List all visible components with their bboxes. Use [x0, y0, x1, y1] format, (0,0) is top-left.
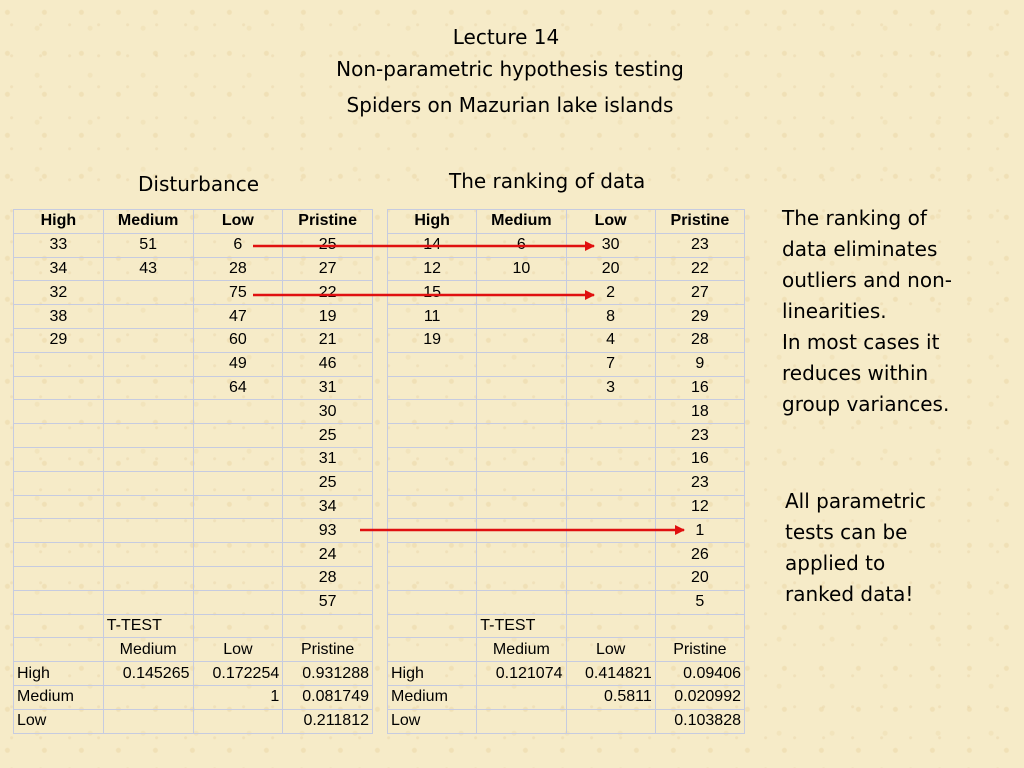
table-cell	[193, 614, 283, 638]
column-header: Medium	[103, 210, 193, 234]
table-row	[14, 281, 373, 305]
note-line: applied to	[785, 551, 886, 575]
p-value-cell	[477, 685, 566, 709]
table-cell	[388, 543, 477, 567]
table-cell: 7	[566, 352, 655, 376]
table-cell	[388, 471, 477, 495]
p-value-cell	[103, 709, 193, 733]
lecture-number: Lecture 14	[452, 25, 560, 49]
table-cell	[477, 471, 566, 495]
note-line: All parametric	[785, 489, 926, 513]
ttest-row-label: Medium	[388, 685, 477, 709]
table-cell: 1	[655, 519, 744, 543]
table-row	[14, 590, 373, 614]
table-row	[388, 257, 745, 281]
ttest-column-header: Low	[193, 638, 283, 662]
table-cell	[477, 400, 566, 424]
table-row	[14, 328, 373, 352]
ttest-row-label: High	[14, 662, 104, 686]
table-cell: 28	[193, 257, 283, 281]
table-cell: 43	[103, 257, 193, 281]
p-value-cell: 0.172254	[193, 662, 283, 686]
table-cell: 64	[193, 376, 283, 400]
table-row	[388, 328, 745, 352]
table-cell	[103, 471, 193, 495]
table-row	[388, 281, 745, 305]
table-cell	[103, 328, 193, 352]
p-value-cell: 0.020992	[655, 685, 744, 709]
table-cell: 34	[283, 495, 373, 519]
table-cell	[388, 400, 477, 424]
table-cell	[566, 471, 655, 495]
column-header: Pristine	[283, 210, 373, 234]
table-cell	[566, 519, 655, 543]
ttest-row	[14, 709, 373, 733]
table-cell	[14, 352, 104, 376]
table-row	[388, 376, 745, 400]
table-header-row	[388, 210, 745, 234]
table-cell	[103, 543, 193, 567]
table-cell	[193, 400, 283, 424]
table-row	[14, 543, 373, 567]
table-cell	[566, 400, 655, 424]
table-row	[388, 233, 745, 257]
table-cell: 23	[655, 424, 744, 448]
table-cell	[14, 400, 104, 424]
table-row	[388, 352, 745, 376]
note-line: linearities.	[782, 299, 887, 323]
table-cell: 15	[388, 281, 477, 305]
table-cell: 28	[283, 566, 373, 590]
table-cell: 27	[655, 281, 744, 305]
table-row	[14, 400, 373, 424]
table-cell: 75	[193, 281, 283, 305]
table-row	[388, 471, 745, 495]
note-line: tests can be	[785, 520, 908, 544]
table-cell: 30	[283, 400, 373, 424]
table-row	[388, 400, 745, 424]
table-cell	[193, 543, 283, 567]
table-cell: 18	[655, 400, 744, 424]
table-cell: 23	[655, 471, 744, 495]
ttest-row-label: Medium	[14, 685, 104, 709]
table-cell: 5	[655, 590, 744, 614]
p-value-cell	[103, 685, 193, 709]
table-cell	[388, 614, 477, 638]
p-value-cell	[477, 709, 566, 733]
ttest-column-header: Pristine	[655, 638, 744, 662]
ttest-row-label: High	[388, 662, 477, 686]
table-cell	[193, 590, 283, 614]
table-cell	[14, 543, 104, 567]
table-cell: 29	[655, 305, 744, 329]
table-cell	[193, 519, 283, 543]
table-cell	[477, 447, 566, 471]
table-row	[14, 519, 373, 543]
table-cell: 20	[566, 257, 655, 281]
table-cell: 31	[283, 376, 373, 400]
table-cell: 12	[388, 257, 477, 281]
p-value-cell: 0.081749	[283, 685, 373, 709]
table-cell: 11	[388, 305, 477, 329]
slide-subtitle: Spiders on Mazurian lake islands	[346, 93, 674, 117]
table-cell	[103, 352, 193, 376]
table-cell	[103, 590, 193, 614]
table-cell	[477, 566, 566, 590]
table-row	[388, 590, 745, 614]
table-cell	[14, 590, 104, 614]
table-cell: 33	[14, 233, 104, 257]
table-row	[14, 233, 373, 257]
table-cell	[14, 638, 104, 662]
table-cell: 31	[283, 447, 373, 471]
table-cell	[388, 376, 477, 400]
p-value-cell	[566, 709, 655, 733]
table-cell	[477, 352, 566, 376]
table-cell	[477, 590, 566, 614]
note-line: group variances.	[782, 392, 950, 416]
table-cell	[103, 424, 193, 448]
table-cell: 26	[655, 543, 744, 567]
table-cell	[566, 543, 655, 567]
ttest-column-header: Pristine	[283, 638, 373, 662]
table-cell: 46	[283, 352, 373, 376]
table-row	[14, 257, 373, 281]
p-value-cell: 0.211812	[283, 709, 373, 733]
table-cell	[477, 281, 566, 305]
column-header: Low	[566, 210, 655, 234]
p-value-cell: 0.414821	[566, 662, 655, 686]
table-cell	[477, 495, 566, 519]
table-row	[14, 471, 373, 495]
table-cell: 21	[283, 328, 373, 352]
table-cell: 25	[283, 233, 373, 257]
ttest-label: T-TEST	[477, 614, 566, 638]
table-cell: 32	[14, 281, 104, 305]
ttest-row	[14, 662, 373, 686]
table-cell	[388, 638, 477, 662]
table-row	[388, 495, 745, 519]
table-cell	[193, 424, 283, 448]
table-cell: 60	[193, 328, 283, 352]
ttest-label-row	[388, 614, 745, 638]
table-cell: 14	[388, 233, 477, 257]
table-row	[14, 424, 373, 448]
table-cell	[14, 614, 104, 638]
table-cell: 25	[283, 471, 373, 495]
table-row	[14, 447, 373, 471]
ttest-row-label: Low	[388, 709, 477, 733]
table-cell	[655, 614, 744, 638]
table-cell: 57	[283, 590, 373, 614]
table-cell	[193, 566, 283, 590]
table-cell	[14, 495, 104, 519]
table-cell	[193, 447, 283, 471]
ttest-label-row	[14, 614, 373, 638]
table-cell: 8	[566, 305, 655, 329]
table-cell	[477, 519, 566, 543]
table-cell	[103, 519, 193, 543]
table-cell: 9	[655, 352, 744, 376]
note-line: The ranking of	[782, 206, 927, 230]
table-cell: 25	[283, 424, 373, 448]
table-cell	[103, 376, 193, 400]
table-cell	[477, 376, 566, 400]
table-cell	[566, 590, 655, 614]
table-cell: 3	[566, 376, 655, 400]
table-cell: 28	[655, 328, 744, 352]
ttest-row	[388, 662, 745, 686]
table-cell: 19	[283, 305, 373, 329]
table-cell	[566, 447, 655, 471]
table-cell: 4	[566, 328, 655, 352]
column-header: Medium	[477, 210, 566, 234]
table-cell	[477, 305, 566, 329]
right-table-heading: The ranking of data	[449, 169, 646, 193]
ttest-column-header: Low	[566, 638, 655, 662]
table-cell	[14, 447, 104, 471]
table-cell: 16	[655, 447, 744, 471]
table-row	[388, 543, 745, 567]
table-cell	[566, 424, 655, 448]
p-value-cell: 0.145265	[103, 662, 193, 686]
note-line: ranked data!	[785, 582, 914, 606]
note-line: data eliminates	[782, 237, 938, 261]
column-header: Pristine	[655, 210, 744, 234]
ttest-column-header: Medium	[477, 638, 566, 662]
column-header: High	[14, 210, 104, 234]
table-row	[388, 447, 745, 471]
table-cell	[103, 305, 193, 329]
table-cell	[566, 614, 655, 638]
table-cell: 22	[283, 281, 373, 305]
table-cell	[388, 424, 477, 448]
p-value-cell	[193, 709, 283, 733]
lecture-topic: Non-parametric hypothesis testing	[336, 57, 684, 81]
table-cell	[103, 400, 193, 424]
table-row	[388, 566, 745, 590]
table-cell: 6	[477, 233, 566, 257]
table-cell	[388, 566, 477, 590]
table-cell	[103, 566, 193, 590]
table-cell	[14, 519, 104, 543]
table-cell: 20	[655, 566, 744, 590]
table-cell: 10	[477, 257, 566, 281]
table-cell: 93	[283, 519, 373, 543]
note-line: outliers and non-	[782, 268, 952, 292]
table-cell: 6	[193, 233, 283, 257]
table-cell: 49	[193, 352, 283, 376]
ttest-label: T-TEST	[103, 614, 193, 638]
table-cell	[14, 471, 104, 495]
table-cell	[193, 471, 283, 495]
ttest-row-label: Low	[14, 709, 104, 733]
table-cell	[477, 424, 566, 448]
p-value-cell: 0.5811	[566, 685, 655, 709]
table-cell: 19	[388, 328, 477, 352]
table-row	[388, 519, 745, 543]
table-cell: 23	[655, 233, 744, 257]
table-cell	[477, 328, 566, 352]
table-cell: 16	[655, 376, 744, 400]
p-value-cell: 0.09406	[655, 662, 744, 686]
table-cell	[14, 566, 104, 590]
table-cell	[388, 519, 477, 543]
table-row	[14, 376, 373, 400]
table-cell: 2	[566, 281, 655, 305]
ranking-note	[782, 203, 952, 420]
parametric-note	[785, 486, 926, 610]
table-cell	[283, 614, 373, 638]
table-header-row	[14, 210, 373, 234]
table-cell: 22	[655, 257, 744, 281]
table-cell	[388, 495, 477, 519]
p-value-cell: 0.103828	[655, 709, 744, 733]
ttest-header-row	[388, 638, 745, 662]
ttest-row	[388, 685, 745, 709]
table-cell: 29	[14, 328, 104, 352]
ranking-table	[387, 209, 745, 734]
table-cell	[388, 352, 477, 376]
table-cell: 12	[655, 495, 744, 519]
p-value-cell: 0.121074	[477, 662, 566, 686]
table-cell	[477, 543, 566, 567]
table-cell	[566, 566, 655, 590]
table-cell	[103, 447, 193, 471]
table-cell: 38	[14, 305, 104, 329]
table-row	[388, 305, 745, 329]
table-cell	[193, 495, 283, 519]
table-cell	[14, 424, 104, 448]
note-line: In most cases it	[782, 330, 940, 354]
p-value-cell: 1	[193, 685, 283, 709]
ttest-column-header: Medium	[103, 638, 193, 662]
table-cell: 24	[283, 543, 373, 567]
ttest-row	[14, 685, 373, 709]
table-cell	[103, 495, 193, 519]
disturbance-table	[13, 209, 373, 734]
table-cell: 30	[566, 233, 655, 257]
table-row	[14, 566, 373, 590]
table-cell	[103, 281, 193, 305]
table-row	[14, 352, 373, 376]
table-row	[14, 305, 373, 329]
note-line: reduces within	[782, 361, 929, 385]
ttest-header-row	[14, 638, 373, 662]
column-header: High	[388, 210, 477, 234]
ttest-row	[388, 709, 745, 733]
table-row	[388, 424, 745, 448]
table-cell: 51	[103, 233, 193, 257]
table-cell	[388, 590, 477, 614]
table-cell: 47	[193, 305, 283, 329]
left-table-heading: Disturbance	[138, 172, 260, 196]
table-cell	[388, 447, 477, 471]
p-value-cell: 0.931288	[283, 662, 373, 686]
table-cell: 34	[14, 257, 104, 281]
table-cell: 27	[283, 257, 373, 281]
table-cell	[14, 376, 104, 400]
table-cell	[566, 495, 655, 519]
table-row	[14, 495, 373, 519]
column-header: Low	[193, 210, 283, 234]
